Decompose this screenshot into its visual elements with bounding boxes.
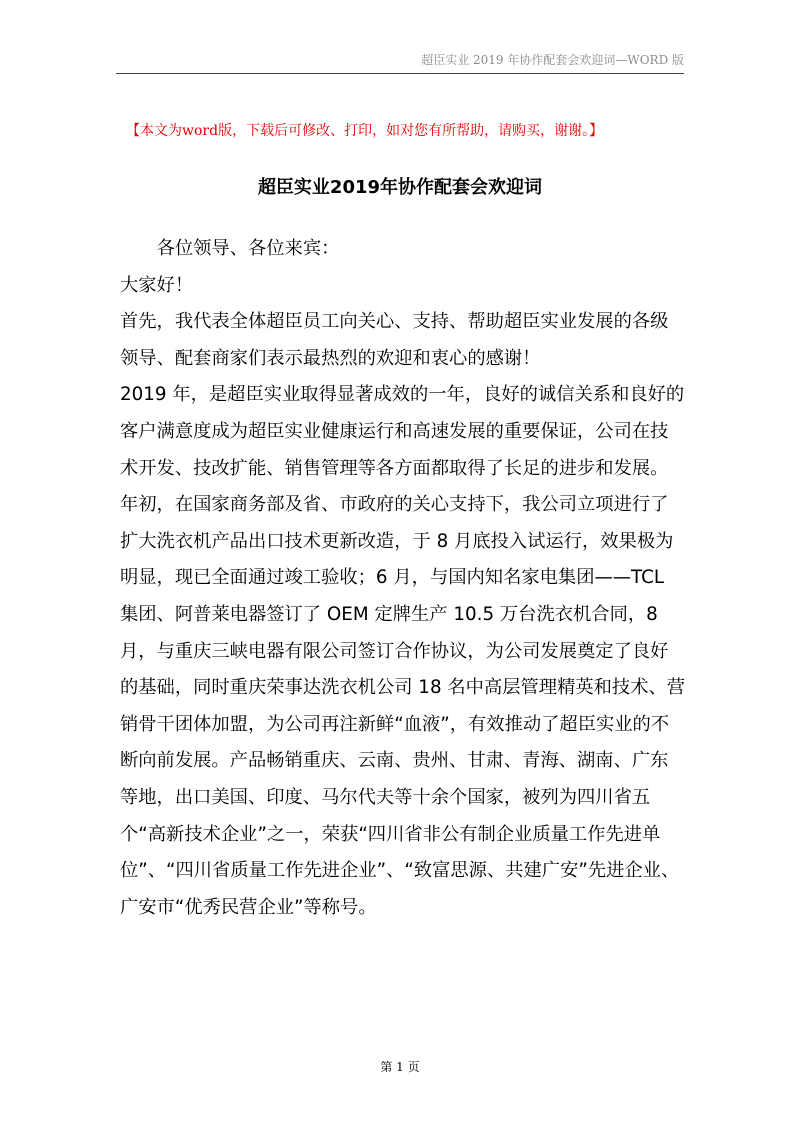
document-body [120, 231, 686, 926]
paragraph-thanks: 首先，我代表全体超臣员工向关心、支持、帮助超臣实业发展的各级领导、配套商家们表示最热烈的欢迎和衷心的感谢！ [120, 311, 669, 369]
running-header: 超臣实业 2019 年协作配套会欢迎词—WORD 版 [421, 53, 684, 67]
greeting: 大家好！ [120, 274, 194, 296]
document-title: 超臣实业2019年协作配套会欢迎词 [257, 177, 543, 198]
download-notice: 【本文为word版，下载后可修改、打印，如对您有所帮助，请购买，谢谢。】 [126, 123, 604, 139]
header-divider [116, 73, 684, 74]
page-number: 第 1 页 [380, 1060, 420, 1074]
paragraph-achievements: 2019 年，是超臣实业取得显著成效的一年，良好的诚信关系和良好的客户满意度成为超臣实业健康运行和高速发展的重要保证，公司在技术开发、技改扩能、销售管理等各方面都取得了长足的进步和发展。年初，在国家商务部及省、市政府的关心支持下，我公司立项进行了扩大洗衣机产品出口技术更新改造，于 8 月底投入试运行，效果极为明显，现已全面通过竣工验收；6 月，与国内知名家电集团——TCL 集团、阿普莱电器签订了 OEM 定牌生产 10.5 万台洗衣机合同，8 月，与重庆三峡电器有限公司签订合作协议，为公司发展奠定了良好的基础，同时重庆荣事达洗衣机公司 18 名中高层管理精英和技术、营销骨干团体加盟，为公司再注新鲜“血液”，有效推动了超臣实业的不断向前发展。产品畅销重庆、云南、贵州、甘肃、青海、湖南、广东等地，出口美国、印度、马尔代夫等十余个国家，被列为四川省五个“高新技术企业”之一，荣获“四川省非公有制企业质量工作先进单位”、“四川省质量工作先进企业”、“致富思源、共建广安”先进企业、广安市“优秀民营企业”等称号。 [120, 384, 686, 918]
salutation: 各位领导、各位来宾： [156, 238, 340, 259]
